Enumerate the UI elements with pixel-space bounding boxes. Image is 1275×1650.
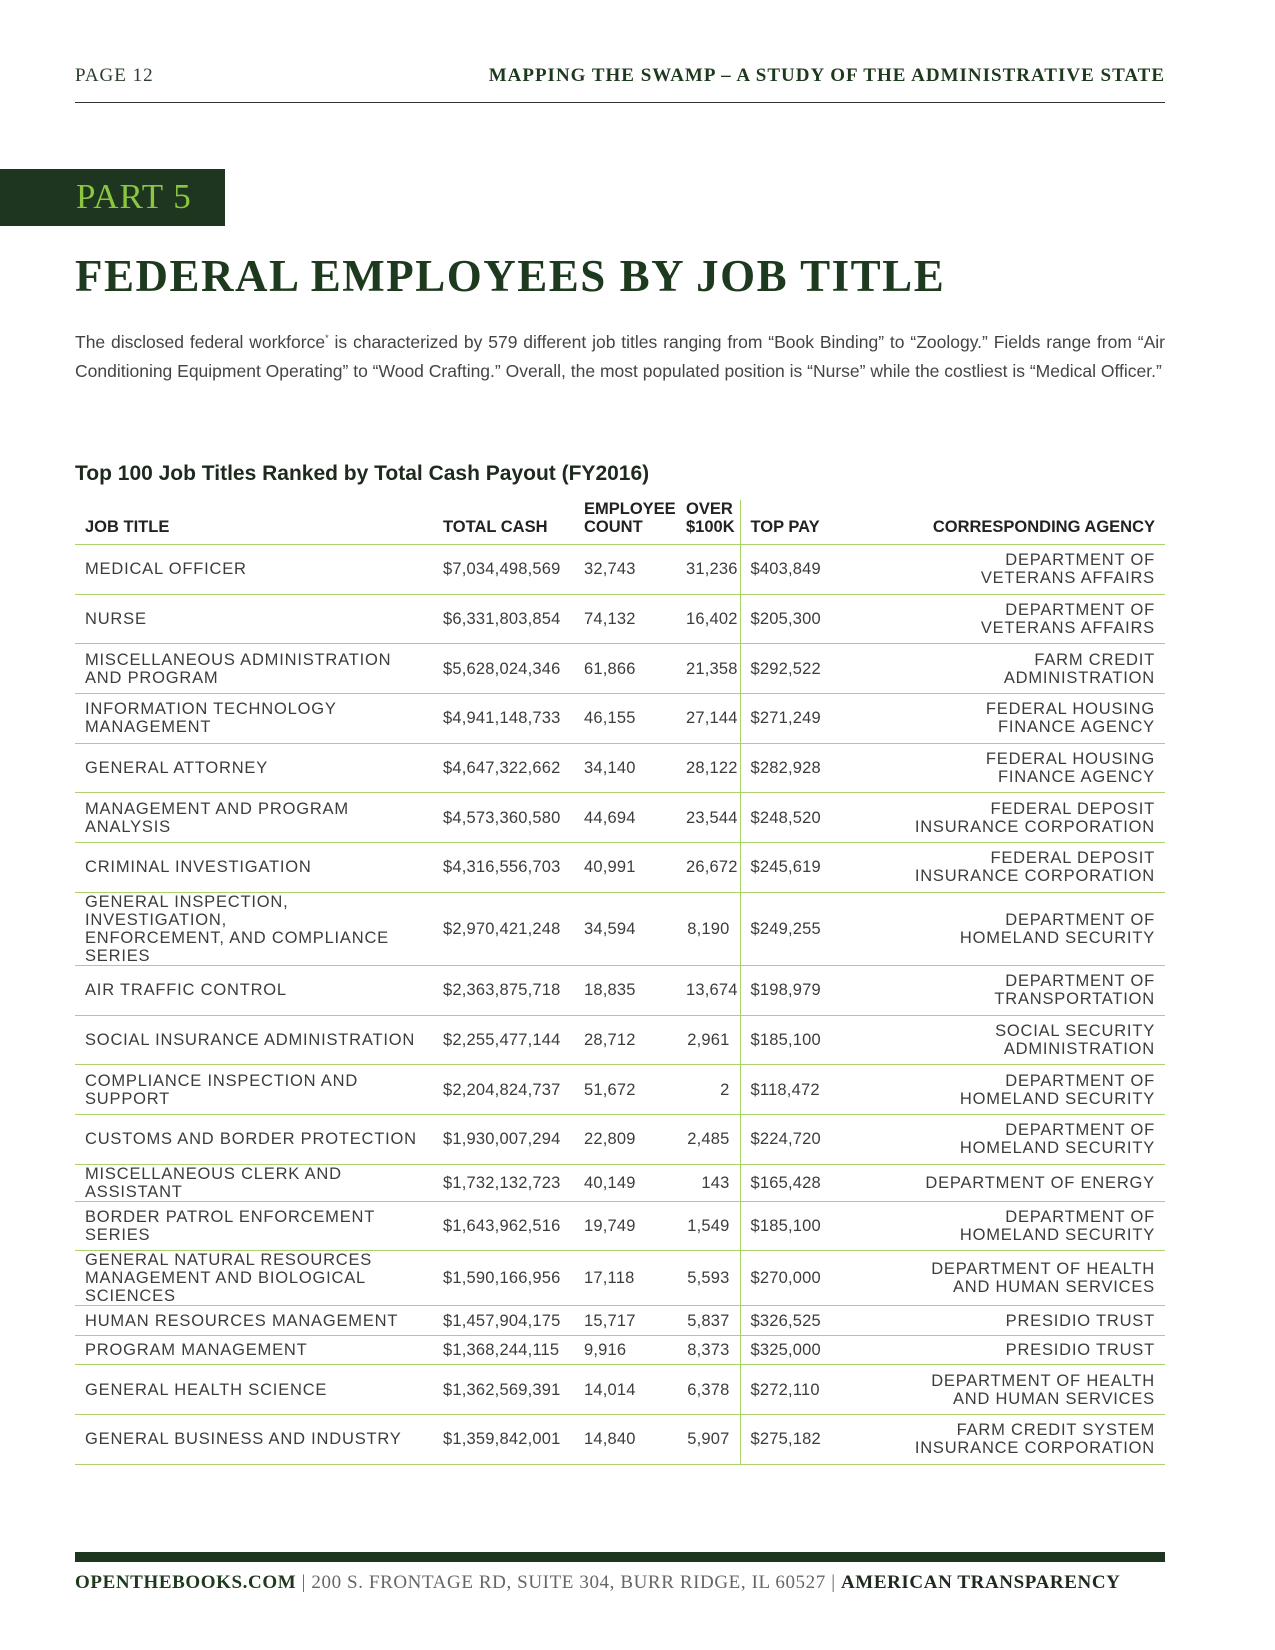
employee-count-cell: 28,712 bbox=[574, 1015, 676, 1065]
agency-cell: DEPARTMENT OF TRANSPORTATION bbox=[853, 965, 1165, 1015]
job-title-cell: BORDER PATROL ENFORCEMENT SERIES bbox=[75, 1201, 433, 1251]
table-row bbox=[75, 1306, 1165, 1336]
table-row bbox=[75, 545, 1165, 595]
total-cash-cell: $2,970,421,248 bbox=[433, 892, 574, 965]
agency-cell: PRESIDIO TRUST bbox=[853, 1306, 1165, 1336]
top-pay-cell: $325,000 bbox=[740, 1335, 853, 1365]
job-title-cell: HUMAN RESOURCES MANAGEMENT bbox=[75, 1306, 433, 1336]
table-row bbox=[75, 793, 1165, 843]
top-pay-cell: $326,525 bbox=[740, 1306, 853, 1336]
page-footer bbox=[75, 1572, 1165, 1594]
over-100k-cell: 16,402 bbox=[676, 594, 740, 644]
table-row bbox=[75, 694, 1165, 744]
table-row bbox=[75, 743, 1165, 793]
agency-cell: PRESIDIO TRUST bbox=[853, 1335, 1165, 1365]
table-title bbox=[75, 462, 649, 486]
job-title-cell: MISCELLANEOUS CLERK AND ASSISTANT bbox=[75, 1164, 433, 1201]
top-pay-cell: $403,849 bbox=[740, 545, 853, 595]
table-row bbox=[75, 843, 1165, 893]
table-row bbox=[75, 1414, 1165, 1464]
top-pay-cell: $245,619 bbox=[740, 843, 853, 893]
total-cash-cell: $4,941,148,733 bbox=[433, 694, 574, 744]
footer-org: AMERICAN TRANSPARENCY bbox=[840, 1572, 1121, 1593]
table-row bbox=[75, 965, 1165, 1015]
intro-text-before: The disclosed federal workforce bbox=[75, 331, 326, 352]
over-100k-cell: 28,122 bbox=[676, 743, 740, 793]
employee-count-cell: 32,743 bbox=[574, 545, 676, 595]
col-header-employee-count: EMPLOYEE COUNT bbox=[574, 500, 676, 545]
over-100k-cell: 6,378 bbox=[676, 1365, 740, 1415]
agency-cell: FARM CREDIT SYSTEM INSURANCE CORPORATION bbox=[853, 1414, 1165, 1464]
col-header-job-title: JOB TITLE bbox=[75, 500, 433, 545]
footer-separator: | bbox=[301, 1572, 307, 1593]
over-100k-cell: 2,961 bbox=[676, 1015, 740, 1065]
report-title: MAPPING THE SWAMP – A STUDY OF THE ADMINISTRATIVE STATE bbox=[488, 65, 1165, 86]
employee-count-cell: 17,118 bbox=[574, 1251, 676, 1306]
employee-count-cell: 22,809 bbox=[574, 1114, 676, 1164]
total-cash-cell: $1,643,962,516 bbox=[433, 1201, 574, 1251]
over-100k-cell: 143 bbox=[676, 1164, 740, 1201]
table-row bbox=[75, 1015, 1165, 1065]
intro-text-after: is characterized by 579 different job titles ranging from “Book Binding” to “Zoology.” Fields range from “Air Conditioning Equipment Operating” to “Wood Crafting.” Overall, the most populated position is “Nurse” while the costliest is “Medical Officer.” bbox=[75, 331, 1165, 381]
agency-cell: DEPARTMENT OF HEALTH AND HUMAN SERVICES bbox=[853, 1365, 1165, 1415]
over-100k-cell: 5,837 bbox=[676, 1306, 740, 1336]
agency-cell: FEDERAL DEPOSIT INSURANCE CORPORATION bbox=[853, 843, 1165, 893]
table-row bbox=[75, 892, 1165, 965]
agency-cell: DEPARTMENT OF HOMELAND SECURITY bbox=[853, 1114, 1165, 1164]
over-100k-cell: 2 bbox=[676, 1065, 740, 1115]
section-title: FEDERAL EMPLOYEES BY JOB TITLE bbox=[75, 251, 946, 301]
footer-brand: OPENTHEBOOKS.COM bbox=[75, 1572, 297, 1593]
job-title-cell: GENERAL BUSINESS AND INDUSTRY bbox=[75, 1414, 433, 1464]
top-pay-cell: $249,255 bbox=[740, 892, 853, 965]
agency-cell: DEPARTMENT OF ENERGY bbox=[853, 1164, 1165, 1201]
total-cash-cell: $4,573,360,580 bbox=[433, 793, 574, 843]
employee-count-cell: 14,840 bbox=[574, 1414, 676, 1464]
col-header-agency: CORRESPONDING AGENCY bbox=[853, 500, 1165, 545]
job-title-cell: MANAGEMENT AND PROGRAM ANALYSIS bbox=[75, 793, 433, 843]
top-pay-cell: $248,520 bbox=[740, 793, 853, 843]
footer-address: 200 S. FRONTAGE RD, SUITE 304, BURR RIDGE, IL 60527 bbox=[311, 1572, 826, 1593]
total-cash-cell: $6,331,803,854 bbox=[433, 594, 574, 644]
over-100k-cell: 21,358 bbox=[676, 644, 740, 694]
top-pay-cell: $271,249 bbox=[740, 694, 853, 744]
total-cash-cell: $2,363,875,718 bbox=[433, 965, 574, 1015]
employee-count-cell: 46,155 bbox=[574, 694, 676, 744]
part-label: PART 5 bbox=[76, 177, 192, 216]
agency-cell: FEDERAL DEPOSIT INSURANCE CORPORATION bbox=[853, 793, 1165, 843]
employee-count-cell: 61,866 bbox=[574, 644, 676, 694]
over-100k-cell: 5,593 bbox=[676, 1251, 740, 1306]
over-100k-cell: 1,549 bbox=[676, 1201, 740, 1251]
top-pay-cell: $292,522 bbox=[740, 644, 853, 694]
over-100k-cell: 13,674 bbox=[676, 965, 740, 1015]
job-title-cell: AIR TRAFFIC CONTROL bbox=[75, 965, 433, 1015]
agency-cell: DEPARTMENT OF VETERANS AFFAIRS bbox=[853, 594, 1165, 644]
part-badge bbox=[0, 169, 225, 226]
employee-count-cell: 34,594 bbox=[574, 892, 676, 965]
job-title-cell: MISCELLANEOUS ADMINISTRATION AND PROGRAM bbox=[75, 644, 433, 694]
over-100k-cell: 23,544 bbox=[676, 793, 740, 843]
agency-cell: FEDERAL HOUSING FINANCE AGENCY bbox=[853, 694, 1165, 744]
total-cash-cell: $2,255,477,144 bbox=[433, 1015, 574, 1065]
total-cash-cell: $1,362,569,391 bbox=[433, 1365, 574, 1415]
table-header-row bbox=[75, 500, 1165, 545]
employee-count-cell: 40,991 bbox=[574, 843, 676, 893]
employee-count-cell: 34,140 bbox=[574, 743, 676, 793]
total-cash-cell: $1,359,842,001 bbox=[433, 1414, 574, 1464]
total-cash-cell: $5,628,024,346 bbox=[433, 644, 574, 694]
table-row bbox=[75, 1201, 1165, 1251]
job-title-cell: INFORMATION TECHNOLOGY MANAGEMENT bbox=[75, 694, 433, 744]
top-pay-cell: $118,472 bbox=[740, 1065, 853, 1115]
job-title-cell: SOCIAL INSURANCE ADMINISTRATION bbox=[75, 1015, 433, 1065]
employee-count-cell: 51,672 bbox=[574, 1065, 676, 1115]
over-100k-cell: 26,672 bbox=[676, 843, 740, 893]
page-number: PAGE 12 bbox=[75, 65, 154, 86]
job-title-cell: CUSTOMS AND BORDER PROTECTION bbox=[75, 1114, 433, 1164]
footer-separator: | bbox=[831, 1572, 836, 1593]
intro-paragraph bbox=[75, 324, 1165, 386]
top-pay-cell: $282,928 bbox=[740, 743, 853, 793]
employee-count-cell: 44,694 bbox=[574, 793, 676, 843]
table-row bbox=[75, 1065, 1165, 1115]
over-100k-cell: 2,485 bbox=[676, 1114, 740, 1164]
employee-count-cell: 15,717 bbox=[574, 1306, 676, 1336]
employee-count-cell: 18,835 bbox=[574, 965, 676, 1015]
employee-count-cell: 19,749 bbox=[574, 1201, 676, 1251]
over-100k-cell: 27,144 bbox=[676, 694, 740, 744]
job-title-table bbox=[75, 500, 1165, 1465]
total-cash-cell: $1,590,166,956 bbox=[433, 1251, 574, 1306]
agency-cell: DEPARTMENT OF HOMELAND SECURITY bbox=[853, 1065, 1165, 1115]
table-row bbox=[75, 1164, 1165, 1201]
top-pay-cell: $185,100 bbox=[740, 1015, 853, 1065]
table-row bbox=[75, 594, 1165, 644]
over-100k-cell: 5,907 bbox=[676, 1414, 740, 1464]
job-title-cell: COMPLIANCE INSPECTION AND SUPPORT bbox=[75, 1065, 433, 1115]
agency-cell: DEPARTMENT OF HEALTH AND HUMAN SERVICES bbox=[853, 1251, 1165, 1306]
total-cash-cell: $7,034,498,569 bbox=[433, 545, 574, 595]
top-pay-cell: $224,720 bbox=[740, 1114, 853, 1164]
table-row bbox=[75, 644, 1165, 694]
total-cash-cell: $1,930,007,294 bbox=[433, 1114, 574, 1164]
total-cash-cell: $2,204,824,737 bbox=[433, 1065, 574, 1115]
footnote-mark: * bbox=[325, 333, 329, 343]
top-pay-cell: $205,300 bbox=[740, 594, 853, 644]
table-row bbox=[75, 1365, 1165, 1415]
footer-divider bbox=[75, 1552, 1165, 1562]
agency-cell: FEDERAL HOUSING FINANCE AGENCY bbox=[853, 743, 1165, 793]
agency-cell: DEPARTMENT OF HOMELAND SECURITY bbox=[853, 1201, 1165, 1251]
page-header bbox=[75, 60, 1165, 103]
employee-count-cell: 14,014 bbox=[574, 1365, 676, 1415]
job-title-cell: GENERAL HEALTH SCIENCE bbox=[75, 1365, 433, 1415]
job-title-cell: CRIMINAL INVESTIGATION bbox=[75, 843, 433, 893]
employee-count-cell: 40,149 bbox=[574, 1164, 676, 1201]
over-100k-cell: 31,236 bbox=[676, 545, 740, 595]
total-cash-cell: $4,647,322,662 bbox=[433, 743, 574, 793]
table-row bbox=[75, 1251, 1165, 1306]
total-cash-cell: $1,457,904,175 bbox=[433, 1306, 574, 1336]
top-pay-cell: $198,979 bbox=[740, 965, 853, 1015]
total-cash-cell: $1,732,132,723 bbox=[433, 1164, 574, 1201]
job-title-cell: GENERAL ATTORNEY bbox=[75, 743, 433, 793]
agency-cell: SOCIAL SECURITY ADMINISTRATION bbox=[853, 1015, 1165, 1065]
top-pay-cell: $272,110 bbox=[740, 1365, 853, 1415]
total-cash-cell: $1,368,244,115 bbox=[433, 1335, 574, 1365]
job-title-cell: MEDICAL OFFICER bbox=[75, 545, 433, 595]
over-100k-cell: 8,190 bbox=[676, 892, 740, 965]
table-title-main: Top 100 Job Titles Ranked by Total Cash Payout bbox=[75, 462, 556, 485]
job-title-cell: NURSE bbox=[75, 594, 433, 644]
table-row bbox=[75, 1335, 1165, 1365]
table-title-year: (FY2016) bbox=[555, 462, 650, 485]
top-pay-cell: $185,100 bbox=[740, 1201, 853, 1251]
table-row bbox=[75, 1114, 1165, 1164]
agency-cell: DEPARTMENT OF VETERANS AFFAIRS bbox=[853, 545, 1165, 595]
col-header-total-cash: TOTAL CASH bbox=[433, 500, 574, 545]
employee-count-cell: 9,916 bbox=[574, 1335, 676, 1365]
employee-count-cell: 74,132 bbox=[574, 594, 676, 644]
col-header-over-100k: OVER $100K bbox=[676, 500, 740, 545]
over-100k-cell: 8,373 bbox=[676, 1335, 740, 1365]
job-title-cell: GENERAL INSPECTION, INVESTIGATION, ENFORCEMENT, AND COMPLIANCE SERIES bbox=[75, 892, 433, 965]
col-header-top-pay: TOP PAY bbox=[740, 500, 853, 545]
job-title-cell: PROGRAM MANAGEMENT bbox=[75, 1335, 433, 1365]
job-title-cell: GENERAL NATURAL RESOURCES MANAGEMENT AND BIOLOGICAL SCIENCES bbox=[75, 1251, 433, 1306]
agency-cell: FARM CREDIT ADMINISTRATION bbox=[853, 644, 1165, 694]
agency-cell: DEPARTMENT OF HOMELAND SECURITY bbox=[853, 892, 1165, 965]
top-pay-cell: $275,182 bbox=[740, 1414, 853, 1464]
top-pay-cell: $270,000 bbox=[740, 1251, 853, 1306]
top-pay-cell: $165,428 bbox=[740, 1164, 853, 1201]
total-cash-cell: $4,316,556,703 bbox=[433, 843, 574, 893]
